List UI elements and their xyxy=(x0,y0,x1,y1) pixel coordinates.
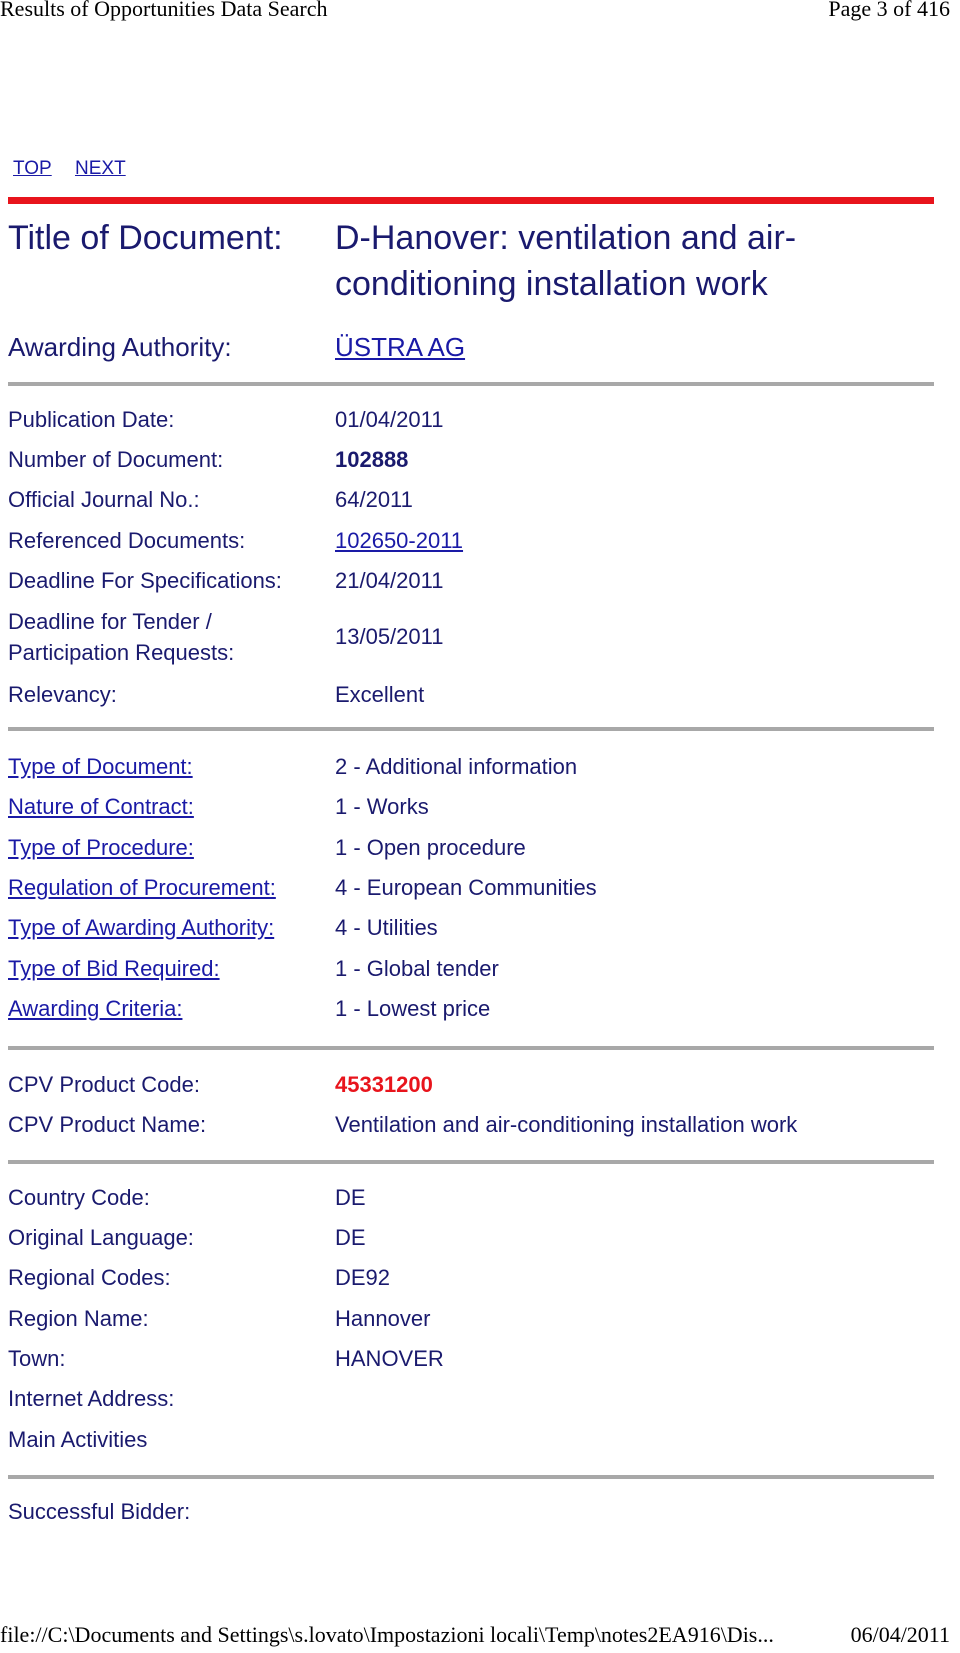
town-value: HANOVER xyxy=(335,1346,444,1371)
spec-deadline-label: Deadline For Specifications: xyxy=(8,568,282,593)
tender-deadline-label-line2: Participation Requests: xyxy=(8,640,235,665)
town-label: Town: xyxy=(8,1346,66,1371)
cpv-name-value: Ventilation and air-conditioning installation work xyxy=(335,1112,798,1137)
region-name-value: Hannover xyxy=(335,1306,431,1331)
type-of-procedure-value: 1 - Open procedure xyxy=(335,835,526,860)
divider xyxy=(8,727,934,731)
print-footer xyxy=(0,1622,960,1648)
regional-codes-label: Regional Codes: xyxy=(8,1265,171,1290)
country-code-label: Country Code: xyxy=(8,1185,150,1210)
print-header-page: Page 3 of 416 xyxy=(828,0,950,21)
divider xyxy=(8,1046,934,1050)
regional-codes-value: DE92 xyxy=(335,1265,391,1290)
type-of-document-value: 2 - Additional information xyxy=(335,754,578,779)
divider xyxy=(8,382,934,386)
top-navigation xyxy=(13,158,144,180)
successful-bidder-label: Successful Bidder: xyxy=(8,1499,191,1524)
cpv-code-label: CPV Product Code: xyxy=(8,1072,200,1097)
region-name-label: Region Name: xyxy=(8,1306,149,1331)
internet-address-label: Internet Address: xyxy=(8,1386,175,1411)
type-of-awarding-authority-value: 4 - Utilities xyxy=(335,915,438,940)
original-language-value: DE xyxy=(335,1225,366,1250)
divider xyxy=(8,1160,934,1164)
original-language-label: Original Language: xyxy=(8,1225,194,1250)
print-footer-date: 06/04/2011 xyxy=(850,1622,950,1647)
print-header xyxy=(0,0,960,22)
main-activities-label: Main Activities xyxy=(8,1427,148,1452)
nature-of-contract-value: 1 - Works xyxy=(335,794,429,819)
red-divider xyxy=(8,197,934,204)
relevancy-value: Excellent xyxy=(335,682,425,707)
print-footer-path: file://C:\Documents and Settings\s.lovato\Impostazioni locali\Temp\notes2EA916\Dis... xyxy=(0,1622,774,1647)
type-of-procedure-link[interactable]: Type of Procedure: xyxy=(8,835,194,860)
nature-of-contract-link[interactable]: Nature of Contract: xyxy=(8,794,194,819)
awarding-authority-link[interactable]: ÜSTRA AG xyxy=(335,332,466,362)
title-label: Title of Document: xyxy=(8,219,283,257)
spec-deadline-value: 21/04/2011 xyxy=(335,568,444,593)
document-number-value: 102888 xyxy=(335,447,409,472)
country-code-value: DE xyxy=(335,1185,366,1210)
next-link[interactable]: NEXT xyxy=(75,158,126,179)
cpv-name-label: CPV Product Name: xyxy=(8,1112,207,1137)
type-of-bid-required-value: 1 - Global tender xyxy=(335,956,499,981)
relevancy-label: Relevancy: xyxy=(8,682,117,707)
top-link[interactable]: TOP xyxy=(13,158,52,179)
regulation-of-procurement-value: 4 - European Communities xyxy=(335,875,597,900)
tender-deadline-label-line1: Deadline for Tender / xyxy=(8,609,212,634)
regulation-of-procurement-link[interactable]: Regulation of Procurement: xyxy=(8,875,276,900)
document-title-line2: conditioning installation work xyxy=(335,265,768,303)
awarding-authority-label: Awarding Authority: xyxy=(8,332,232,362)
tender-deadline-value: 13/05/2011 xyxy=(335,624,444,649)
referenced-document-link[interactable]: 102650-2011 xyxy=(335,528,464,553)
publication-date-label: Publication Date: xyxy=(8,407,175,432)
document-title-line1: D-Hanover: ventilation and air- xyxy=(335,219,797,257)
awarding-criteria-link[interactable]: Awarding Criteria: xyxy=(8,996,183,1021)
divider xyxy=(8,1475,934,1479)
awarding-criteria-value: 1 - Lowest price xyxy=(335,996,491,1021)
cpv-code-value: 45331200 xyxy=(335,1072,433,1097)
type-of-awarding-authority-link[interactable]: Type of Awarding Authority: xyxy=(8,915,275,940)
publication-date-value: 01/04/2011 xyxy=(335,407,444,432)
official-journal-value: 64/2011 xyxy=(335,487,413,512)
type-of-document-link[interactable]: Type of Document: xyxy=(8,754,193,779)
print-header-title: Results of Opportunities Data Search xyxy=(0,0,328,21)
document-number-label: Number of Document: xyxy=(8,447,224,472)
referenced-documents-label: Referenced Documents: xyxy=(8,528,246,553)
type-of-bid-required-link[interactable]: Type of Bid Required: xyxy=(8,956,220,981)
official-journal-label: Official Journal No.: xyxy=(8,487,200,512)
